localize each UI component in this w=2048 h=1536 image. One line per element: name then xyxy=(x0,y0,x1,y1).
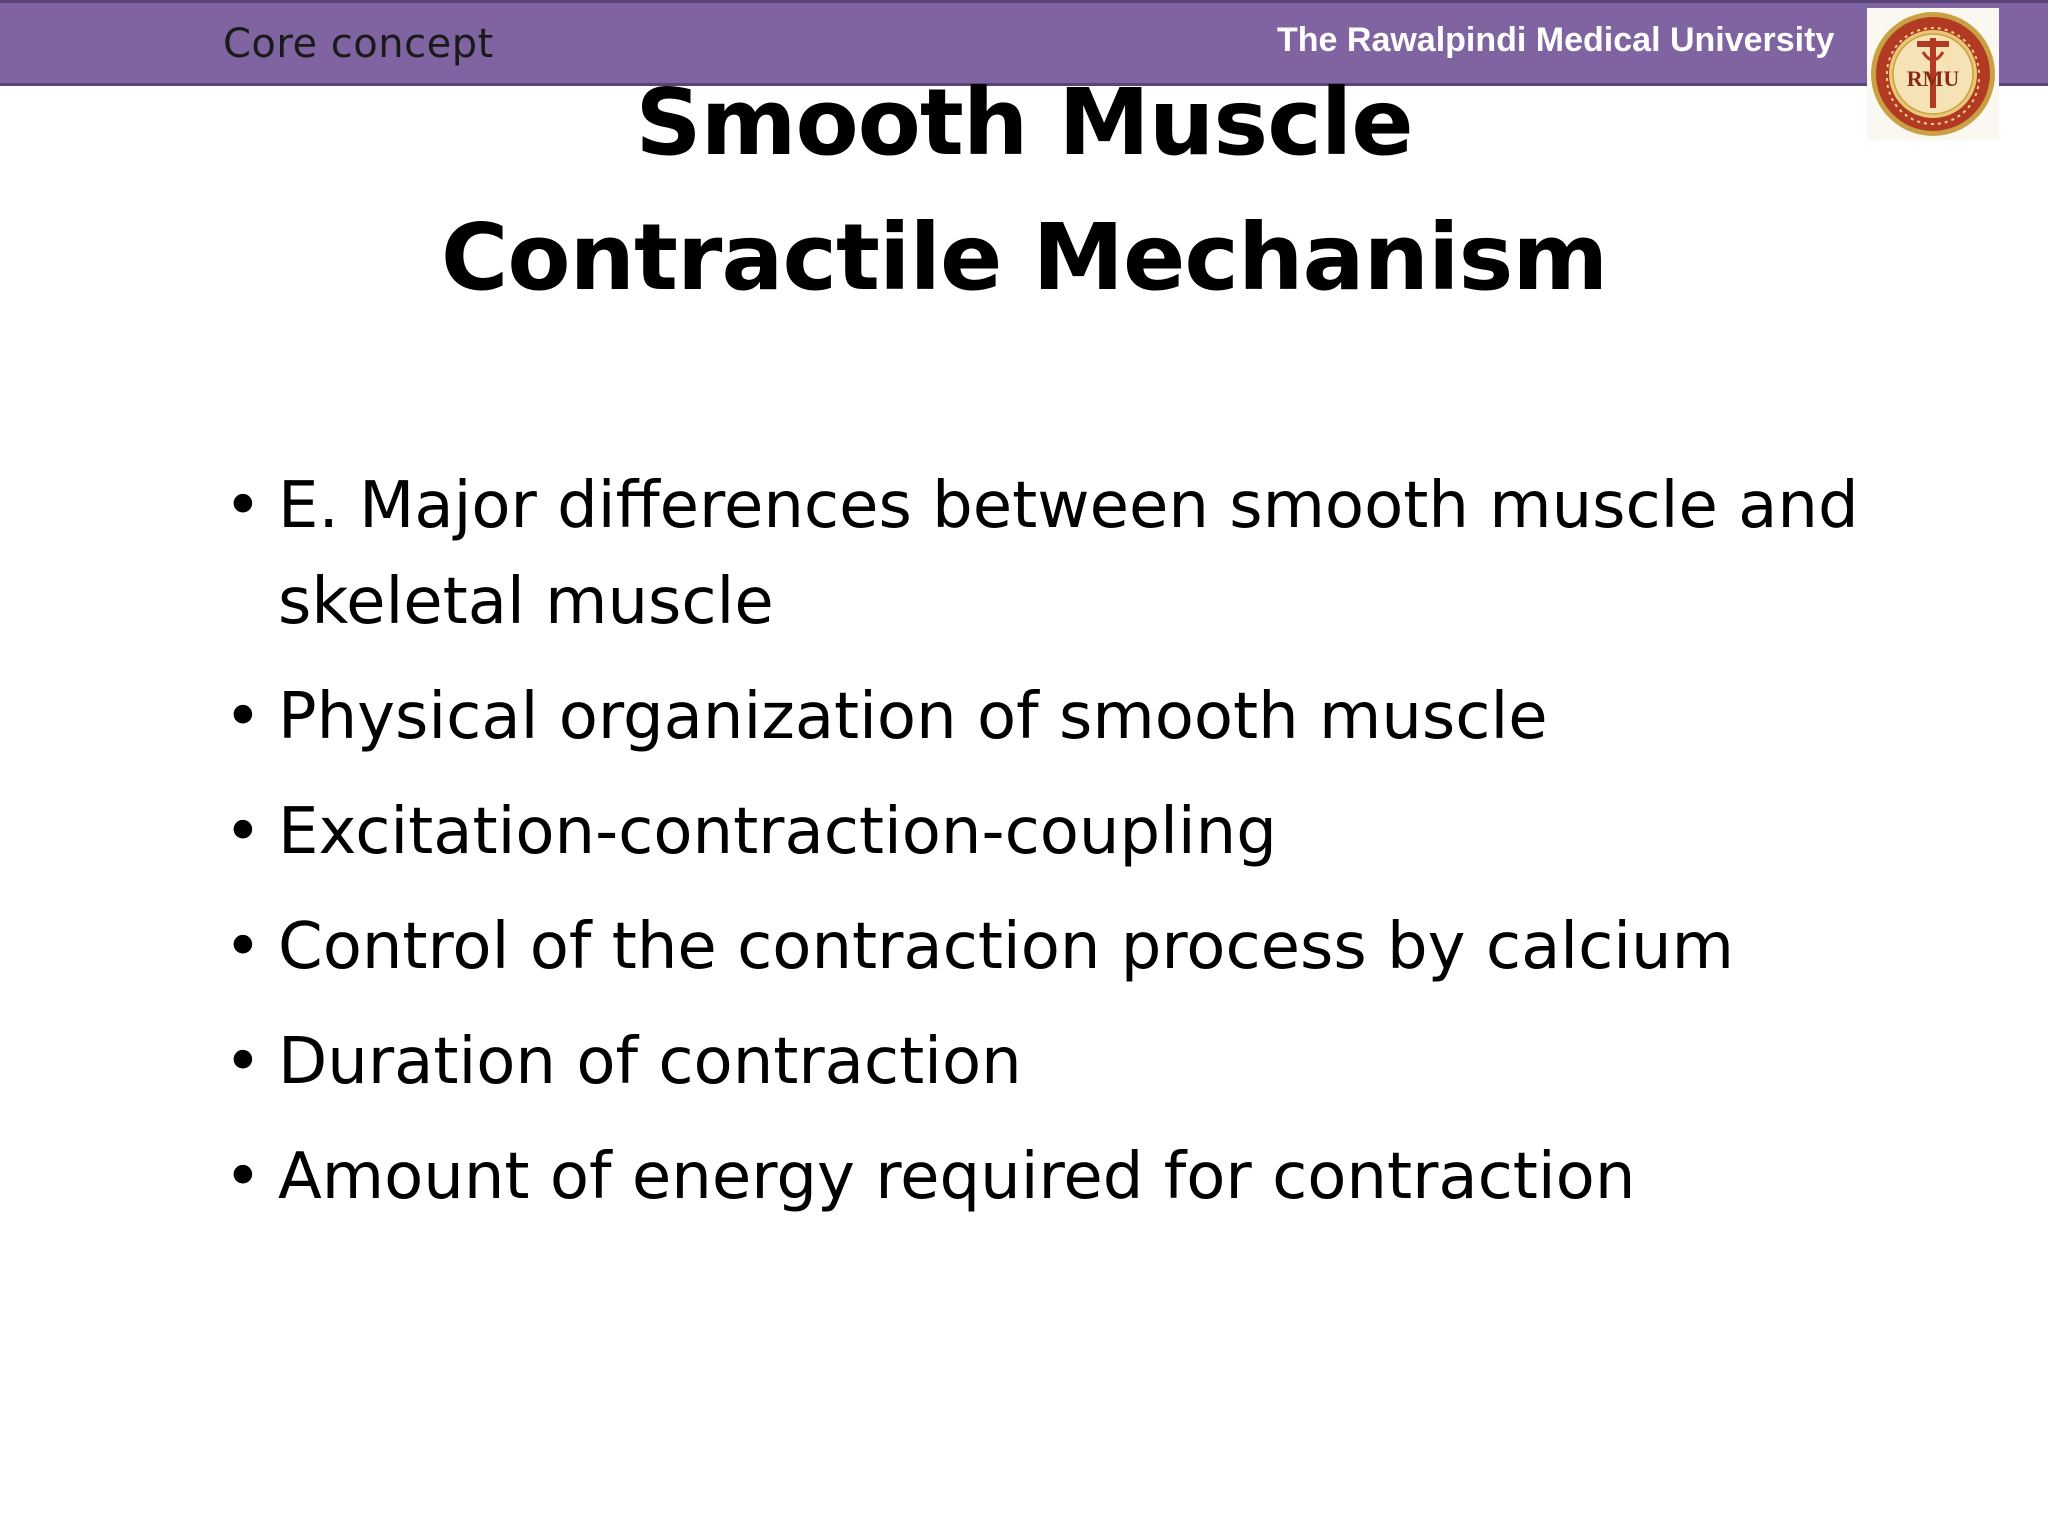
university-name: The Rawalpindi Medical University xyxy=(1277,21,1835,59)
bullet-text: Amount of energy required for contraction xyxy=(278,1140,1636,1214)
bullet-text: E. Major differences between smooth muscle and skeletal muscle xyxy=(278,469,1859,639)
bullet-dot-icon: • xyxy=(224,1140,262,1214)
header-tag: Core concept xyxy=(223,21,494,67)
bullet-text: Excitation-contraction-coupling xyxy=(278,795,1277,869)
bullet-list xyxy=(220,458,1920,1244)
bullet-item xyxy=(220,669,1920,765)
slide-title-line-1: Smooth Muscle xyxy=(635,69,1413,176)
bullet-dot-icon: • xyxy=(224,1025,262,1099)
bullet-item xyxy=(220,458,1920,650)
bullet-text: Duration of contraction xyxy=(278,1025,1022,1099)
bullet-item xyxy=(220,1129,1920,1225)
bullet-item xyxy=(220,1014,1920,1110)
svg-text:RMU: RMU xyxy=(1906,66,1960,91)
bullet-dot-icon: • xyxy=(224,795,262,869)
bullet-text: Physical organization of smooth muscle xyxy=(278,680,1548,754)
bullet-dot-icon: • xyxy=(224,469,262,543)
bullet-item xyxy=(220,899,1920,995)
bullet-text: Control of the contraction process by calcium xyxy=(278,910,1734,984)
bullet-item xyxy=(220,784,1920,880)
slide-title-line-2: Contractile Mechanism xyxy=(440,204,1608,311)
bullet-dot-icon: • xyxy=(224,910,262,984)
bullet-dot-icon: • xyxy=(224,680,262,754)
